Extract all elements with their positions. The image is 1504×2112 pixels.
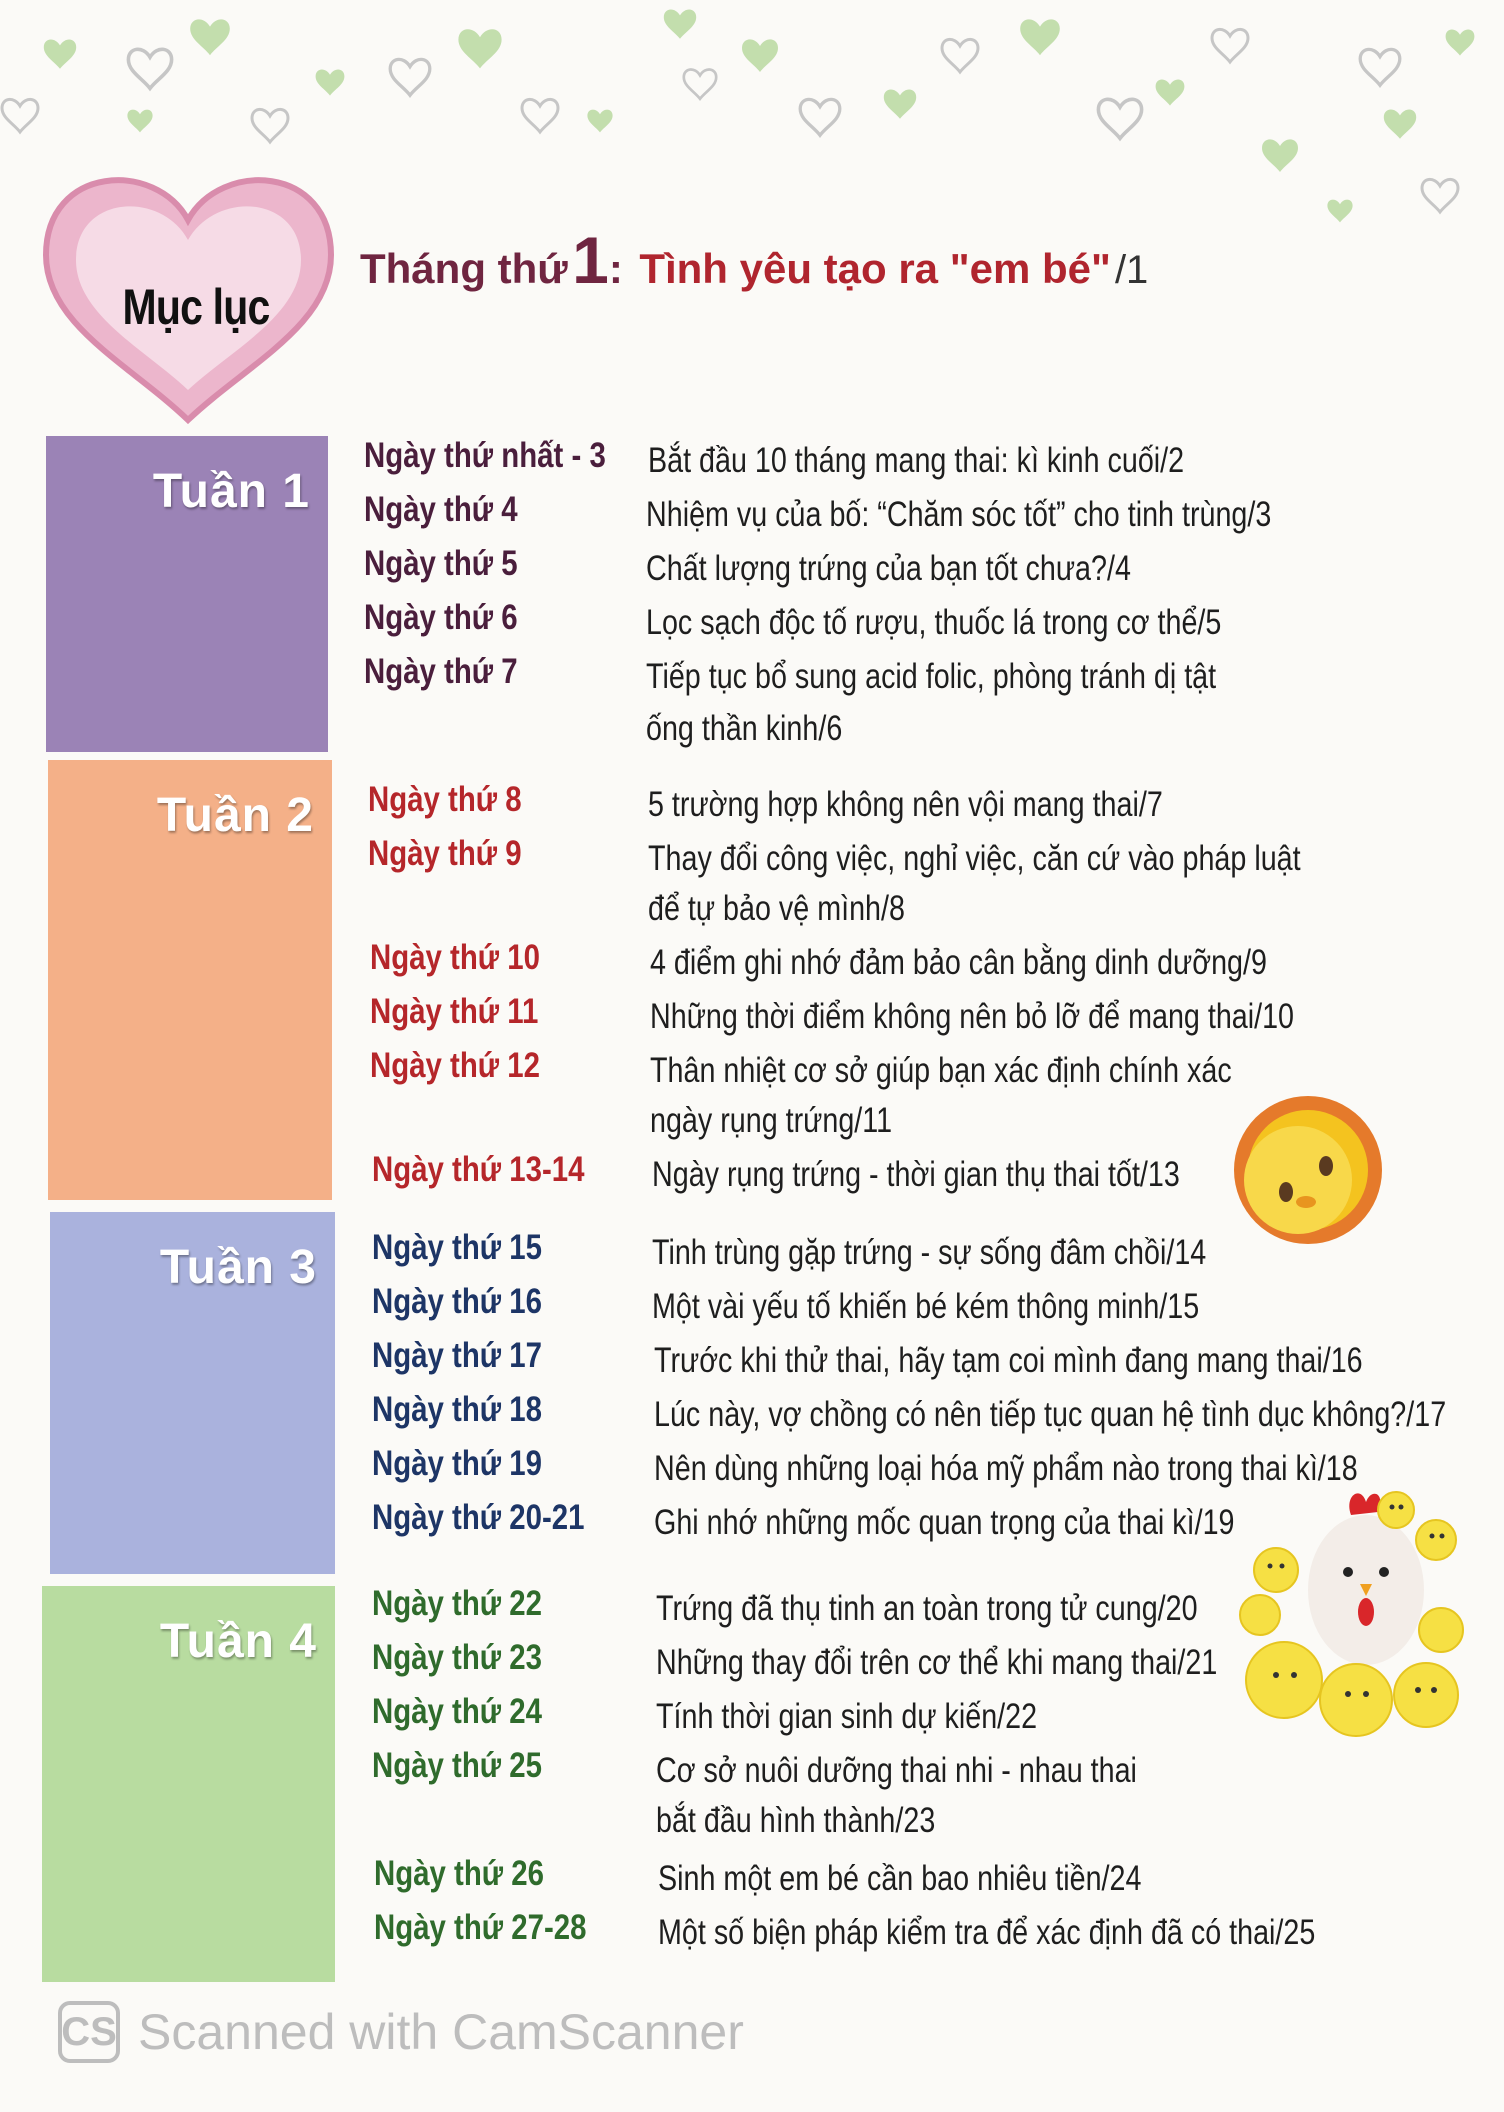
toc-day: Ngày thứ 10 bbox=[370, 938, 540, 977]
toc-day: Ngày thứ 5 bbox=[364, 544, 518, 583]
month-prefix: Tháng thứ bbox=[360, 245, 568, 292]
toc-topic: Ngày rụng trứng - thời gian thụ thai tốt/13 bbox=[652, 1155, 1180, 1194]
toc-topic: Những thay đổi trên cơ thể khi mang thai/21 bbox=[656, 1643, 1218, 1682]
toc-day: Ngày thứ 25 bbox=[372, 1746, 542, 1785]
toc-topic: Những thời điểm không nên bỏ lỡ để mang thai/10 bbox=[650, 997, 1295, 1036]
toc-topic: bắt đầu hình thành/23 bbox=[656, 1801, 936, 1840]
week-3-label: Tuần 3 bbox=[159, 1241, 317, 1294]
week-2-label: Tuần 2 bbox=[156, 789, 314, 842]
toc-topic: 5 trường hợp không nên vội mang thai/7 bbox=[648, 785, 1163, 824]
toc-day: Ngày thứ 7 bbox=[364, 652, 518, 691]
toc-topic: Một số biện pháp kiểm tra để xác định đã có thai/25 bbox=[658, 1913, 1316, 1952]
toc-day: Ngày thứ 15 bbox=[372, 1228, 542, 1267]
toc-topic: Một vài yếu tố khiến bé kém thông minh/15 bbox=[652, 1287, 1200, 1326]
toc-topic: Tính thời gian sinh dự kiến/22 bbox=[656, 1697, 1038, 1736]
scanner-watermark bbox=[58, 1992, 744, 2072]
toc-day: Ngày thứ 12 bbox=[370, 1046, 540, 1085]
toc-topic: Chất lượng trứng của bạn tốt chưa?/4 bbox=[646, 549, 1131, 588]
week-4-block bbox=[42, 1586, 335, 1982]
month-title: Tình yêu tạo ra "em bé" bbox=[639, 245, 1111, 292]
hen-chicks-illustration bbox=[1236, 1480, 1470, 1740]
week-4-label: Tuần 4 bbox=[159, 1615, 317, 1668]
toc-topic: Nên dùng những loại hóa mỹ phẩm nào trong thai kì/18 bbox=[654, 1449, 1358, 1488]
toc-topic: 4 điểm ghi nhớ đảm bảo cân bằng dinh dưỡng/9 bbox=[650, 943, 1267, 982]
toc-topic: Thay đổi công việc, nghỉ việc, căn cứ vào pháp luật bbox=[648, 839, 1301, 878]
toc-day: Ngày thứ 13-14 bbox=[372, 1150, 585, 1189]
toc-topic: ngày rụng trứng/11 bbox=[650, 1101, 893, 1140]
toc-day: Ngày thứ nhất - 3 bbox=[364, 436, 606, 475]
camscanner-logo-icon: CS bbox=[58, 2001, 120, 2063]
toc-topic: Sinh một em bé cần bao nhiêu tiền/24 bbox=[658, 1859, 1142, 1898]
toc-day: Ngày thứ 9 bbox=[368, 834, 522, 873]
month-colon: : bbox=[608, 245, 623, 292]
toc-topic: Tinh trùng gặp trứng - sự sống đâm chồi/14 bbox=[652, 1233, 1207, 1272]
toc-heart bbox=[36, 150, 341, 430]
toc-day: Ngày thứ 20-21 bbox=[372, 1498, 585, 1537]
toc-day: Ngày thứ 24 bbox=[372, 1692, 542, 1731]
week-3-block bbox=[50, 1212, 335, 1574]
toc-topic: ống thần kinh/6 bbox=[646, 709, 843, 748]
week-1-block bbox=[46, 436, 328, 752]
toc-topic: Trước khi thử thai, hãy tạm coi mình đang mang thai/16 bbox=[654, 1341, 1363, 1380]
toc-day: Ngày thứ 27-28 bbox=[374, 1908, 587, 1947]
month-heading bbox=[360, 222, 1260, 302]
toc-topic: Nhiệm vụ của bố: “Chăm sóc tốt” cho tinh trùng/3 bbox=[646, 495, 1272, 534]
toc-topic: Ghi nhớ những mốc quan trọng của thai kì/19 bbox=[654, 1503, 1235, 1542]
toc-topic: Lọc sạch độc tố rượu, thuốc lá trong cơ thể/5 bbox=[646, 603, 1222, 642]
toc-title: Mục lục bbox=[122, 279, 270, 335]
toc-day: Ngày thứ 8 bbox=[368, 780, 522, 819]
toc-topic: Tiếp tục bổ sung acid folic, phòng tránh dị tật bbox=[646, 657, 1217, 696]
toc-topic: Lúc này, vợ chồng có nên tiếp tục quan hệ tình dục không?/17 bbox=[654, 1395, 1447, 1434]
toc-topic: để tự bảo vệ mình/8 bbox=[648, 889, 905, 928]
toc-day: Ngày thứ 6 bbox=[364, 598, 518, 637]
week-2-block bbox=[48, 760, 332, 1200]
toc-topic: Trứng đã thụ tinh an toàn trong tử cung/20 bbox=[656, 1589, 1198, 1628]
month-number: 1 bbox=[572, 223, 609, 297]
toc-day: Ngày thứ 4 bbox=[364, 490, 518, 529]
toc-topic: Thân nhiệt cơ sở giúp bạn xác định chính xác bbox=[650, 1051, 1232, 1090]
toc-day: Ngày thứ 26 bbox=[374, 1854, 544, 1893]
toc-day: Ngày thứ 17 bbox=[372, 1336, 542, 1375]
toc-day: Ngày thứ 11 bbox=[370, 992, 539, 1031]
toc-day: Ngày thứ 16 bbox=[372, 1282, 542, 1321]
month-page: /1 bbox=[1114, 248, 1149, 292]
toc-day: Ngày thứ 19 bbox=[372, 1444, 542, 1483]
toc-topic: Bắt đầu 10 tháng mang thai: kì kinh cuối/2 bbox=[648, 441, 1185, 480]
toc-day: Ngày thứ 23 bbox=[372, 1638, 542, 1677]
toc-topic: Cơ sở nuôi dưỡng thai nhi - nhau thai bbox=[656, 1751, 1137, 1790]
toc-day: Ngày thứ 22 bbox=[372, 1584, 542, 1623]
week-1-label: Tuần 1 bbox=[152, 465, 310, 518]
watermark-text: Scanned with CamScanner bbox=[138, 2004, 744, 2060]
sun-illustration bbox=[1228, 1090, 1388, 1250]
toc-day: Ngày thứ 18 bbox=[372, 1390, 542, 1429]
